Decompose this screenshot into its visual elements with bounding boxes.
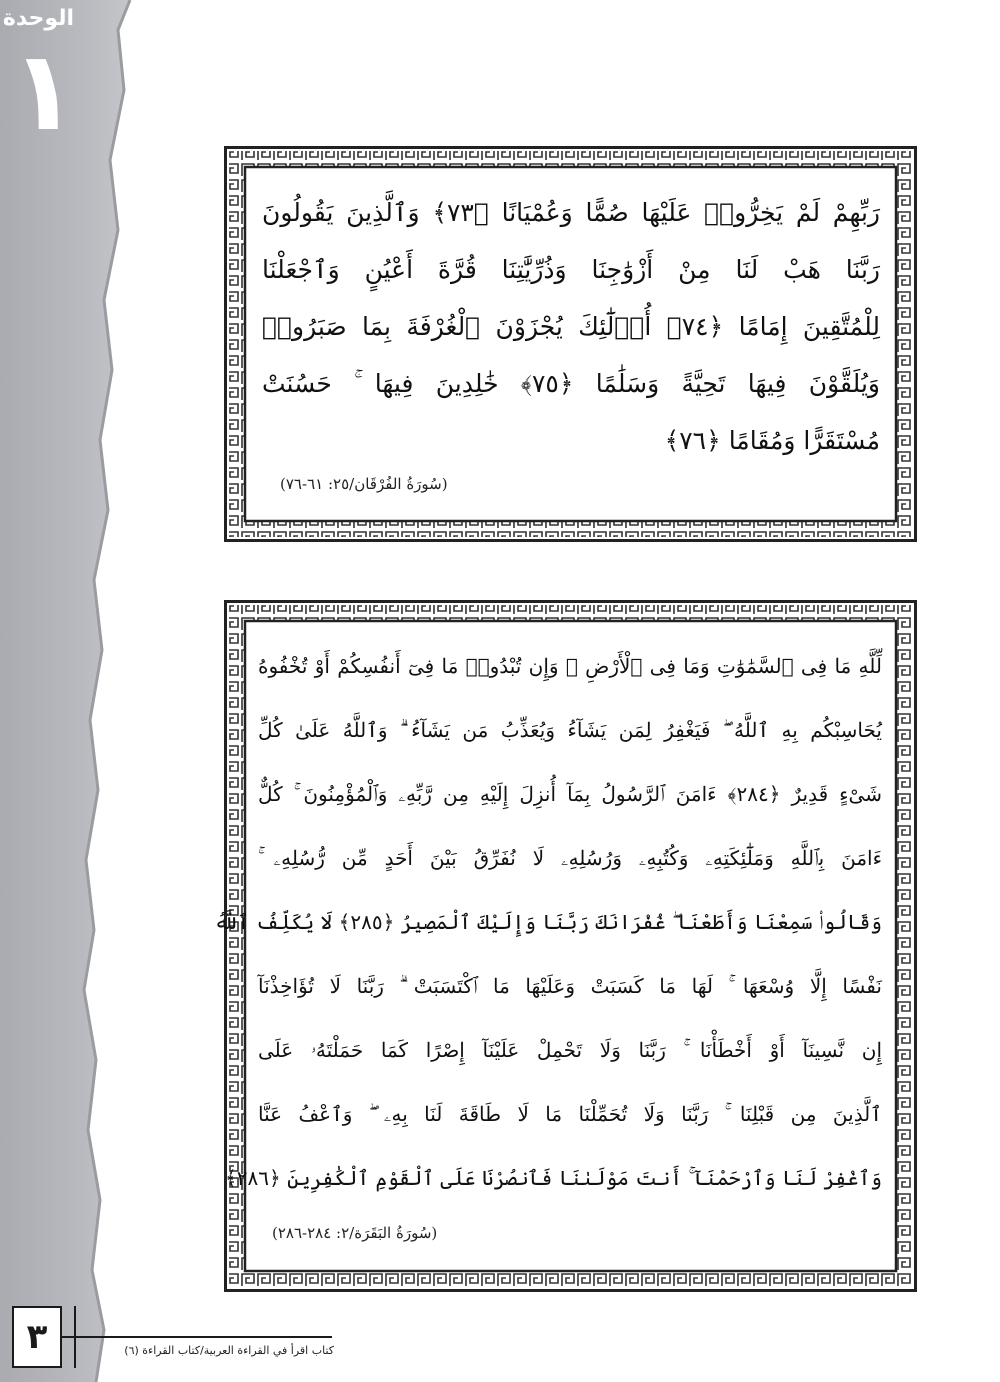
verse-line: ءَامَنَ بِٱللَّهِ وَمَلَٰٓئِكَتِهِۦ وَكُتُبِهِۦ وَرُسُلِهِۦ لَا نُفَرِّقُ بَيْنَ أَحَدٍ مِّن رُّسُلِهِۦ ۚ <box>258 846 882 870</box>
verse-line: يُحَاسِبْكُم بِهِ ٱللَّهُ ۖ فَيَغْفِرُ لِمَن يَشَآءُ وَيُعَذِّبُ مَن يَشَآءُ ۗ وَٱللَّهُ عَلَىٰ كُلِّ <box>258 718 882 742</box>
verse-line: لِلْمُتَّقِينَ إِمَامًا ﴿٧٤﴾ أُو۟لَٰٓئِكَ يُجْزَوْنَ ٱلْغُرْفَةَ بِمَا صَبَرُوا۟ <box>262 312 880 341</box>
page-number: ٣ <box>12 1306 62 1368</box>
passage-2-citation: (سُورَةُ البَقَرَة/٢: ٢٨٤-٢٨٦) <box>272 1224 438 1242</box>
verse-line: لِّلَّهِ مَا فِى ٱلسَّمَٰوَٰتِ وَمَا فِى ٱلْأَرْضِ ۗ وَإِن تُبْدُوا۟ مَا فِىٓ أَنفُسِكُمْ أَوْ تُخْفُوهُ <box>258 654 882 678</box>
verse-line: مُسْتَقَرًّا وَمُقَامًا ﴿٧٦﴾ <box>664 426 880 455</box>
footer-book-title: كتاب اقرأ في القراءة العربية/كتاب القراءة (٦) <box>124 1344 334 1357</box>
passage-2-text <box>214 634 882 1224</box>
verse-line: رَبِّهِمْ لَمْ يَخِرُّوا۟ عَلَيْهَا صُمًّا وَعُمْيَانًا ﴿٧٣﴾ وَٱلَّذِينَ يَقُولُونَ <box>262 198 880 227</box>
verse-line: وَقَالُوا۟ سَمِعْنَا وَأَطَعْنَا ۖ غُفْرَانَكَ رَبَّنَا وَإِلَيْكَ ٱلْمَصِيرُ ﴿٢٨٥﴾ لَا يُكَلِّفُ ٱللَّهُ <box>214 910 882 934</box>
verse-line: إِن نَّسِينَآ أَوْ أَخْطَأْنَا ۚ رَبَّنَا وَلَا تَحْمِلْ عَلَيْنَآ إِصْرًا كَمَا حَمَلْتَهُۥ عَلَى <box>258 1038 882 1062</box>
passage-1-text <box>262 184 880 474</box>
footer-rule <box>62 1336 332 1338</box>
passage-1-citation: (سُورَةُ الفُرْقَان/٢٥: ٦١-٧٦) <box>280 475 448 493</box>
verse-line: نَفْسًا إِلَّا وُسْعَهَا ۚ لَهَا مَا كَسَبَتْ وَعَلَيْهَا مَا ٱكْتَسَبَتْ ۗ رَبَّنَا لَا تُؤَاخِذْنَآ <box>258 974 882 998</box>
verse-line: وَيُلَقَّوْنَ فِيهَا تَحِيَّةً وَسَلَٰمًا ﴿٧٥﴾ خَٰلِدِينَ فِيهَا ۚ حَسُنَتْ <box>262 369 880 398</box>
torn-paper-edge <box>0 0 160 1382</box>
footer-divider <box>74 1306 76 1368</box>
verse-line: شَىْءٍ قَدِيرٌ ﴿٢٨٤﴾ ءَامَنَ ٱلرَّسُولُ بِمَآ أُنزِلَ إِلَيْهِ مِن رَّبِّهِۦ وَٱلْمُؤْمِنُونَ ۚ كُلٌّ <box>258 782 882 806</box>
unit-label: الوحدة <box>2 6 74 31</box>
verse-line: رَبَّنَا هَبْ لَنَا مِنْ أَزْوَٰجِنَا وَذُرِّيَّٰتِنَا قُرَّةَ أَعْيُنٍ وَٱجْعَلْنَا <box>262 255 880 284</box>
verse-line: ٱلَّذِينَ مِن قَبْلِنَا ۚ رَبَّنَا وَلَا تُحَمِّلْنَا مَا لَا طَاقَةَ لَنَا بِهِۦ ۖ وَٱعْفُ عَنَّا <box>258 1102 882 1126</box>
verse-line: وَٱغْفِرْ لَنَا وَٱرْحَمْنَآ ۚ أَنتَ مَوْلَىٰنَا فَٱنصُرْنَا عَلَى ٱلْقَوْمِ ٱلْكَٰفِرِينَ ﴿٢٨٦﴾ <box>225 1166 882 1190</box>
unit-number: ١ <box>10 27 78 155</box>
